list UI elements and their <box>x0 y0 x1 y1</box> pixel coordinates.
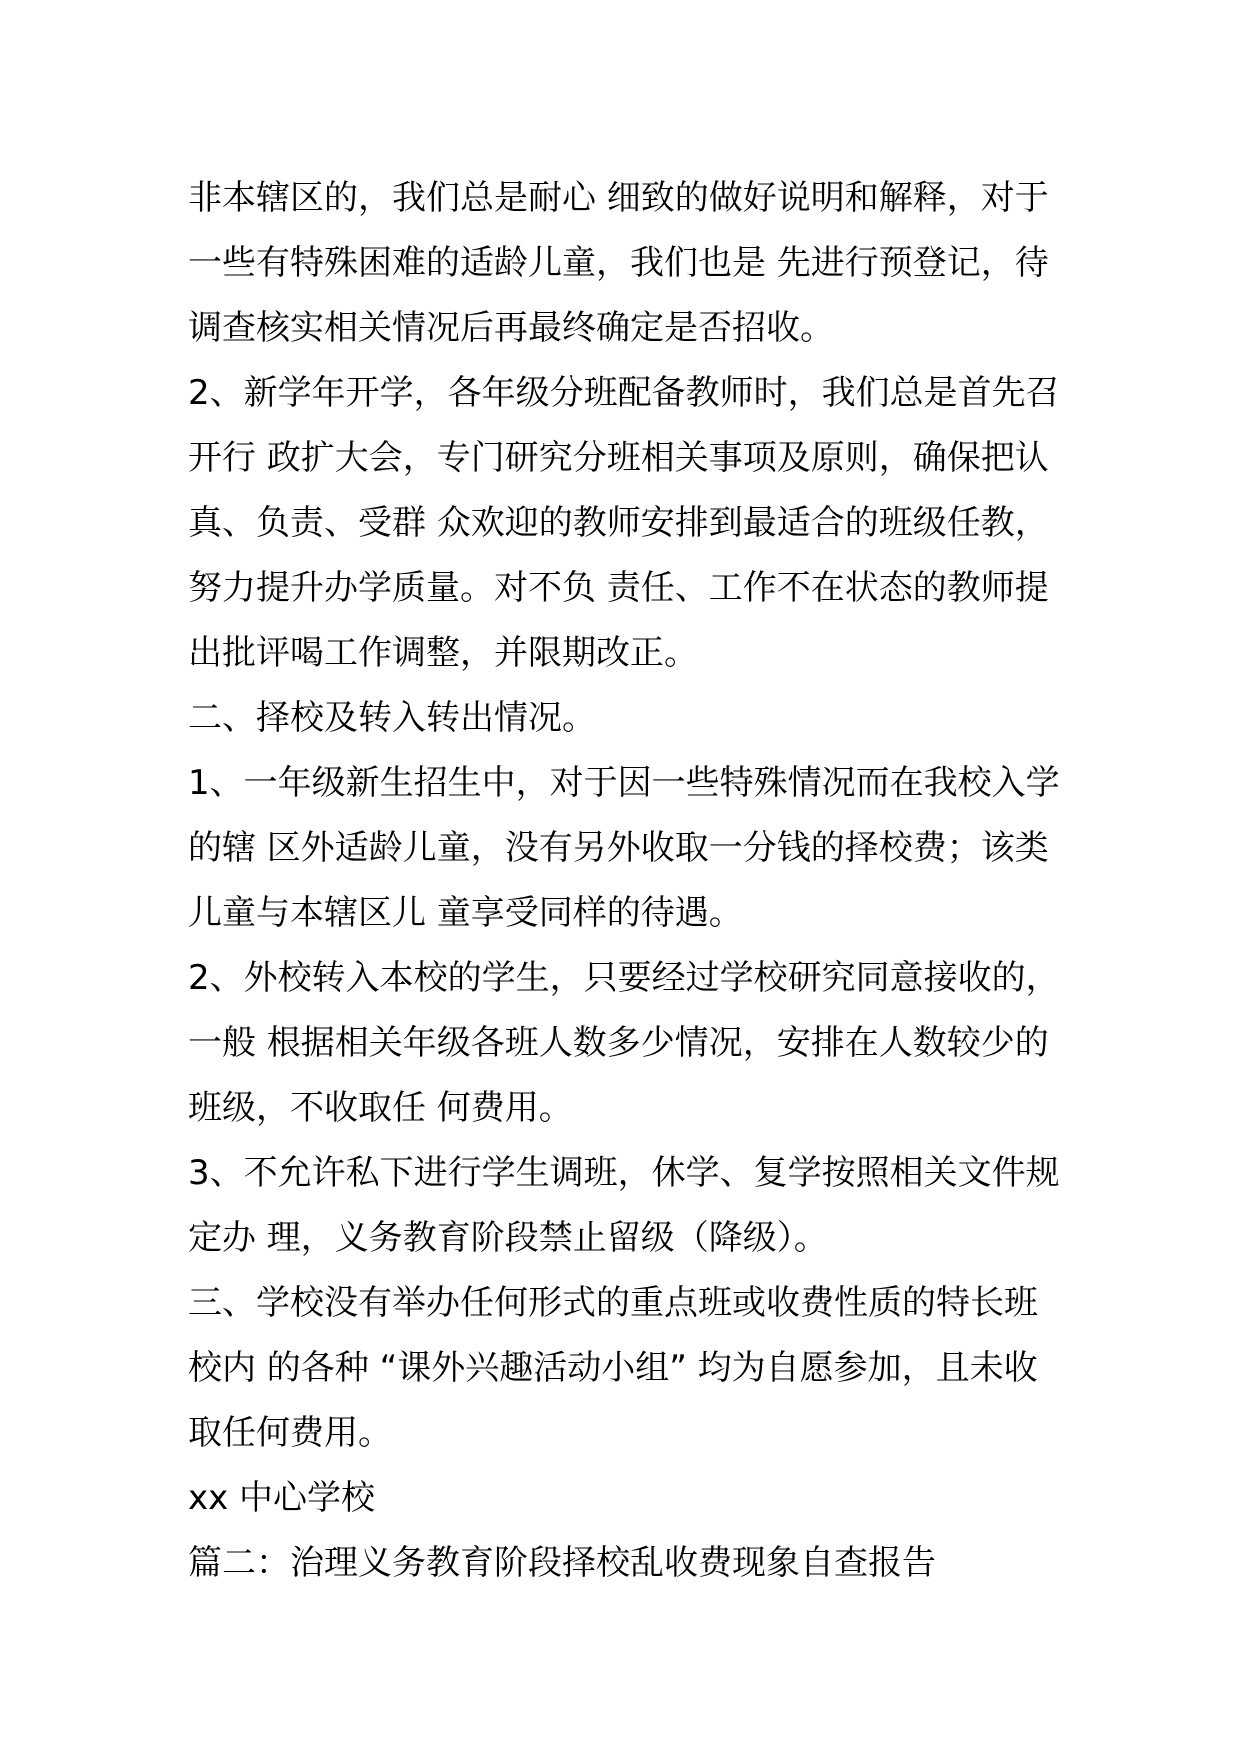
text-line: 一般 根据相关年级各班人数多少情况，安排在人数较少的 <box>188 1023 1049 1063</box>
text-line: 努力提升办学质量。对不负 责任、工作不在状态的教师提 <box>188 568 1049 608</box>
text-line: 取任何费用。 <box>188 1413 392 1453</box>
text-line: 非本辖区的，我们总是耐心 细致的做好说明和解释，对于 <box>188 178 1049 218</box>
text-line: 1、一年级新生招生中，对于因一些特殊情况而在我校入学 <box>188 763 1060 803</box>
text-line: 调查核实相关情况后再最终确定是否招收。 <box>188 308 834 348</box>
signature-line: xx 中心学校 <box>188 1478 376 1518</box>
text-line: 的辖 区外适龄儿童，没有另外收取一分钱的择校费；该类 <box>188 828 1049 868</box>
text-line: 出批评喝工作调整，并限期改正。 <box>188 633 698 673</box>
text-line: 定办 理，义务教育阶段禁止留级（降级）。 <box>188 1218 828 1258</box>
text-line: 真、负责、受群 众欢迎的教师安排到最适合的班级任教， <box>188 503 1049 543</box>
text-line: 校内 的各种 “课外兴趣活动小组” 均为自愿参加，且未收 <box>188 1348 1038 1388</box>
text-line: 儿童与本辖区儿 童享受同样的待遇。 <box>188 893 743 933</box>
chapter-title: 篇二：治理义务教育阶段择校乱收费现象自查报告 <box>188 1543 936 1583</box>
text-line: 开行 政扩大会，专门研究分班相关事项及原则，确保把认 <box>188 438 1049 478</box>
text-line: 一些有特殊困难的适龄儿童，我们也是 先进行预登记，待 <box>188 243 1049 283</box>
text-line: 2、外校转入本校的学生，只要经过学校研究同意接收的， <box>188 958 1060 998</box>
document-body <box>188 166 1068 1596</box>
section-heading: 三、学校没有举办任何形式的重点班或收费性质的特长班 <box>188 1283 1038 1323</box>
text-line: 2、新学年开学，各年级分班配备教师时，我们总是首先召 <box>188 373 1060 413</box>
text-line: 班级，不收取任 何费用。 <box>188 1088 573 1128</box>
text-line: 3、不允许私下进行学生调班，休学、复学按照相关文件规 <box>188 1153 1060 1193</box>
section-heading: 二、择校及转入转出情况。 <box>188 698 596 738</box>
